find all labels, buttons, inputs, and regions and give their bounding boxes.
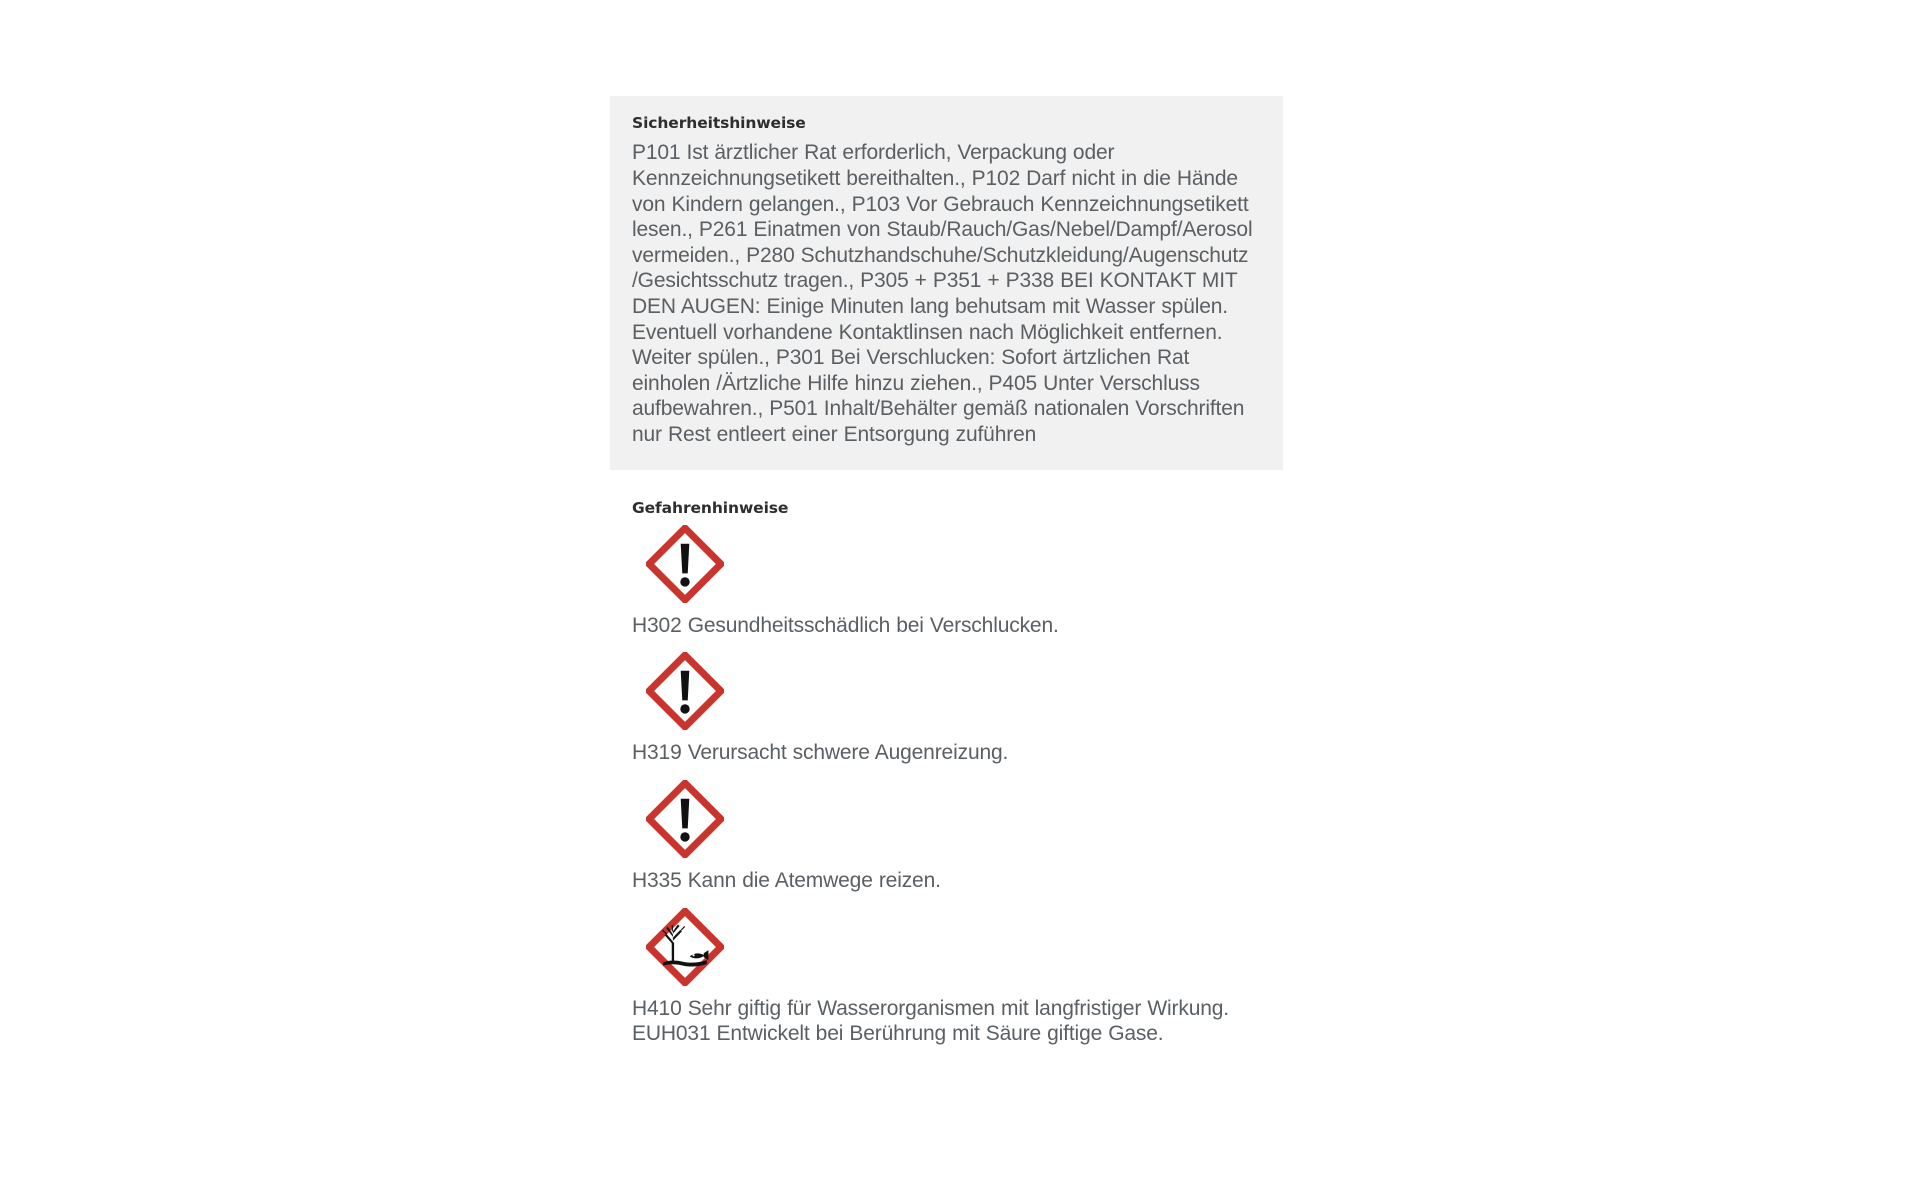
hazard-entry xyxy=(632,908,1283,1047)
ghs09-environmental-hazard-icon xyxy=(646,908,724,986)
safety-instructions-heading: Sicherheitshinweise xyxy=(632,114,806,132)
hazard-statement-text: H302 Gesundheitsschädlich bei Verschlucken. xyxy=(632,613,1059,637)
hazard-statement-text: H410 Sehr giftig für Wasserorganismen mit langfristiger Wirkung. xyxy=(632,996,1229,1020)
hazard-statements-section xyxy=(610,499,1283,1047)
safety-instructions-panel xyxy=(610,96,1283,470)
ghs07-exclamation-mark-icon xyxy=(646,652,724,730)
hazard-entry xyxy=(632,780,1283,894)
content-column xyxy=(610,96,1283,1047)
hazard-statements-heading: Gefahrenhinweise xyxy=(632,498,789,517)
hazard-statement-text: H319 Verursacht schwere Augenreizung. xyxy=(632,741,1009,765)
hazard-entry xyxy=(632,525,1283,639)
ghs07-exclamation-mark-icon xyxy=(646,780,724,858)
ghs07-exclamation-mark-icon xyxy=(646,525,724,603)
euh-statement-text: EUH031 Entwickelt bei Berührung mit Säure giftige Gase. xyxy=(632,1022,1164,1046)
hazard-entry xyxy=(632,652,1283,766)
hazard-statement-text: H335 Kann die Atemwege reizen. xyxy=(632,869,941,893)
safety-instructions-text: P101 Ist ärztlicher Rat erforderlich, Verpackung oder Kennzeichnungsetikett bereithalten., P102 Darf nicht in die Hände von Kindern gelangen., P103 Vor Gebrauch Kennzeichnungsetikett lesen., P261 Einatmen von Staub/Rauch/Gas/Nebel/Dampf/Aerosol vermeiden., P280 Schutzhandschuhe/Schutzkleidung/Augenschutz /Gesichtsschutz tragen., P305 + P351 + P338 BEI KONTAKT MIT DEN AUGEN: Einige Minuten lang behutsam mit Wasser spülen. Eventuell vorhandene Kontaktlinsen nach Möglichkeit entfernen. Weiter spülen., P301 Bei Verschlucken: Sofort ärtzlichen Rat einholen /Ärtzliche Hilfe hinzu ziehen., P405 Unter Verschluss aufbewahren., P501 Inhalt/Behälter gemäß nationalen Vorschriften nur Rest entleert einer Entsorgung zuführen xyxy=(632,141,1253,446)
